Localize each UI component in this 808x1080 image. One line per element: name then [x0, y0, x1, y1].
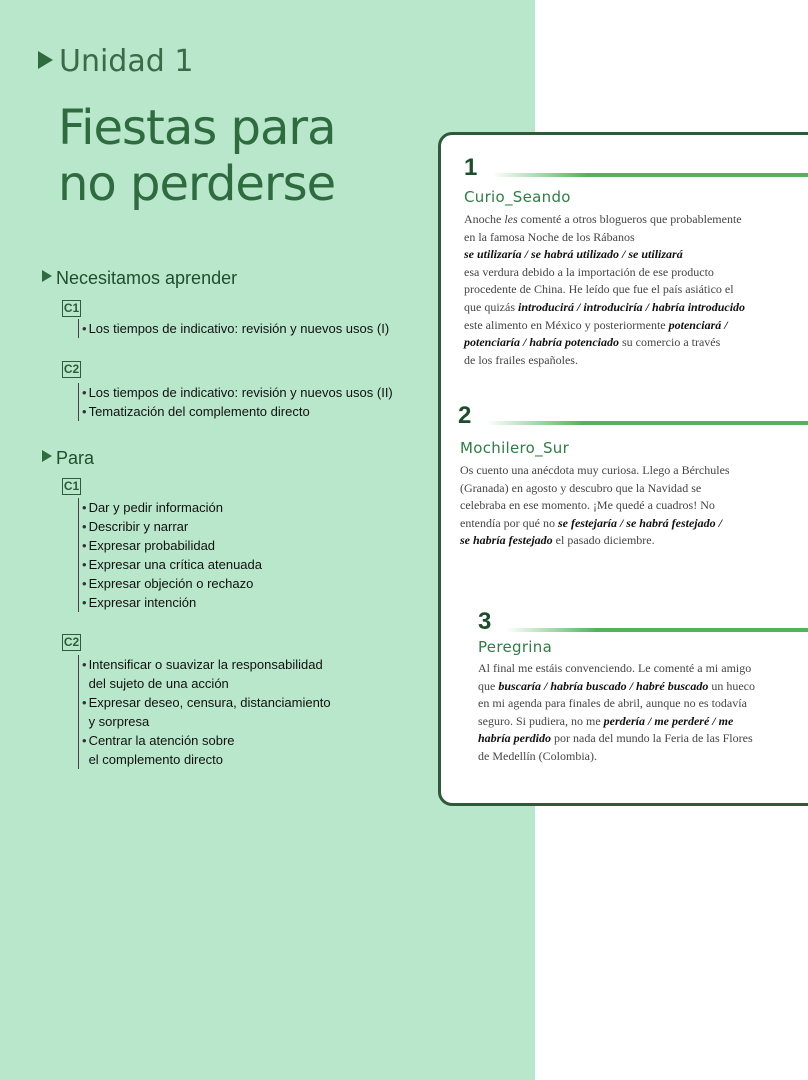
post-text: celebraba en ese momento. ¡Me quedé a cuadros! No: [460, 498, 715, 513]
verb-options: se utilizaría / se habrá utilizado / se utilizará: [464, 247, 683, 262]
post-line: [460, 515, 804, 533]
post-text: (Granada) en agosto y descubro que la Navidad se: [460, 480, 702, 495]
post-line: [460, 532, 804, 550]
post-line: [464, 317, 804, 335]
post-line: [478, 695, 806, 713]
post-username: Peregrina: [478, 638, 553, 656]
list-item: • Expresar objeción o rechazo: [82, 576, 254, 591]
verb-options: potenciará /: [668, 317, 728, 332]
level-badge-c2: C2: [63, 635, 80, 649]
post-line: [478, 713, 806, 731]
post-line: [478, 748, 806, 766]
post-text: por nada del mundo la Feria de las Flores: [551, 731, 753, 746]
post-text: Os cuento una anécdota muy curiosa. Llego a Bérchules: [460, 463, 730, 477]
level-badge-c1: C1: [63, 479, 80, 493]
post-body: [464, 211, 804, 369]
aprender-c2-list: [78, 383, 393, 421]
post-text: el pasado diciembre.: [552, 533, 655, 548]
verb-options: buscaría / habría buscado / habré buscado: [498, 678, 709, 693]
aprender-c1-list: [78, 319, 389, 338]
post-text: de Medellín (Colombia).: [478, 748, 597, 763]
para-c1-list: [78, 498, 262, 612]
list-item: • Los tiempos de indicativo: revisión y nuevos usos (I): [82, 321, 390, 336]
post-number: 3: [478, 608, 492, 635]
post-text: procedente de China. He leído que fue el país asiático el: [464, 282, 734, 297]
post-line: [464, 281, 804, 299]
post-text: seguro. Si pudiera, no me: [478, 713, 604, 728]
post-text: Anoche: [464, 212, 505, 226]
triangle-arrow-icon: [42, 270, 52, 282]
post-text: les: [504, 212, 518, 226]
list-item: • Intensificar o suavizar la responsabilidad: [82, 657, 323, 672]
list-item: • Describir y narrar: [82, 519, 189, 534]
post-line: [478, 678, 806, 696]
list-item: y sorpresa: [88, 714, 150, 729]
post-line: [464, 352, 804, 370]
post-divider: [506, 628, 808, 632]
post-line: [464, 264, 804, 282]
list-item: del sujeto de una acción: [88, 676, 229, 691]
verb-options: se festejaría / se habrá festejado /: [557, 515, 722, 530]
post-text: su comercio a través: [619, 335, 721, 350]
level-badge-c1: C1: [63, 301, 80, 315]
triangle-arrow-icon: [42, 450, 52, 462]
post-text: en mi agenda para finales de abril, aunque no es todavía: [478, 696, 747, 711]
title-line-1: Fiestas para: [58, 100, 336, 156]
post-line: [464, 246, 804, 264]
post-line: [460, 497, 804, 515]
post-body: [460, 462, 804, 550]
post-body: [478, 660, 806, 766]
post-text: que: [478, 678, 499, 693]
post-divider: [492, 173, 808, 177]
list-item: el complemento directo: [88, 752, 223, 767]
post-text: este alimento en México y posteriormente: [464, 317, 669, 332]
post-number: 2: [458, 402, 472, 429]
verb-options: introducirá / introduciría / habría introducido: [517, 299, 746, 314]
section-heading-aprender: Necesitamos aprender: [42, 268, 237, 289]
list-item: • Los tiempos de indicativo: revisión y nuevos usos (II): [82, 385, 393, 400]
level-badge-c2: C2: [63, 362, 80, 376]
title-line-2: no perderse: [58, 156, 336, 212]
verb-options: se habría festejado: [460, 533, 553, 548]
post-line: [460, 480, 804, 498]
post-text: Al final me estáis convenciendo. Le comenté a mi amigo: [478, 661, 752, 675]
list-item: • Expresar intención: [82, 595, 197, 610]
post-line: [464, 211, 804, 229]
verb-options: potenciaría / habría potenciado: [464, 335, 620, 350]
unit-label: Unidad 1: [38, 44, 193, 79]
list-item: • Dar y pedir información: [82, 500, 223, 515]
post-line: [464, 299, 804, 317]
post-username: Mochilero_Sur: [460, 439, 570, 457]
list-item: • Expresar deseo, censura, distanciamiento: [82, 695, 331, 710]
post-text: de los frailes españoles.: [464, 352, 578, 367]
verb-options: habría perdido: [478, 731, 552, 746]
list-item: • Expresar probabilidad: [82, 538, 216, 553]
post-line: [478, 730, 806, 748]
triangle-arrow-icon: [38, 51, 53, 69]
post-line: [464, 334, 804, 352]
list-item: • Tematización del complemento directo: [82, 404, 310, 419]
post-text: entendía por qué no: [460, 515, 558, 530]
post-text: un hueco: [708, 678, 756, 693]
post-username: Curio_Seando: [464, 188, 571, 206]
section-heading-para: Para: [42, 448, 94, 469]
post-text: esa verdura debido a la importación de ese producto: [464, 264, 714, 279]
post-line: [478, 660, 806, 678]
page-title: [58, 100, 438, 212]
post-text: comenté a otros blogueros que probablemente: [517, 212, 742, 226]
post-text: en la famosa Noche de los Rábanos: [464, 229, 635, 244]
post-line: [460, 462, 804, 480]
post-text: que quizás: [464, 299, 518, 314]
post-number: 1: [464, 154, 478, 181]
list-item: • Expresar una crítica atenuada: [82, 557, 262, 572]
post-divider: [486, 421, 808, 425]
para-c2-list: [78, 655, 331, 769]
list-item: • Centrar la atención sobre: [82, 733, 235, 748]
post-line: [464, 229, 804, 247]
verb-options: perdería / me perderé / me: [603, 713, 734, 728]
